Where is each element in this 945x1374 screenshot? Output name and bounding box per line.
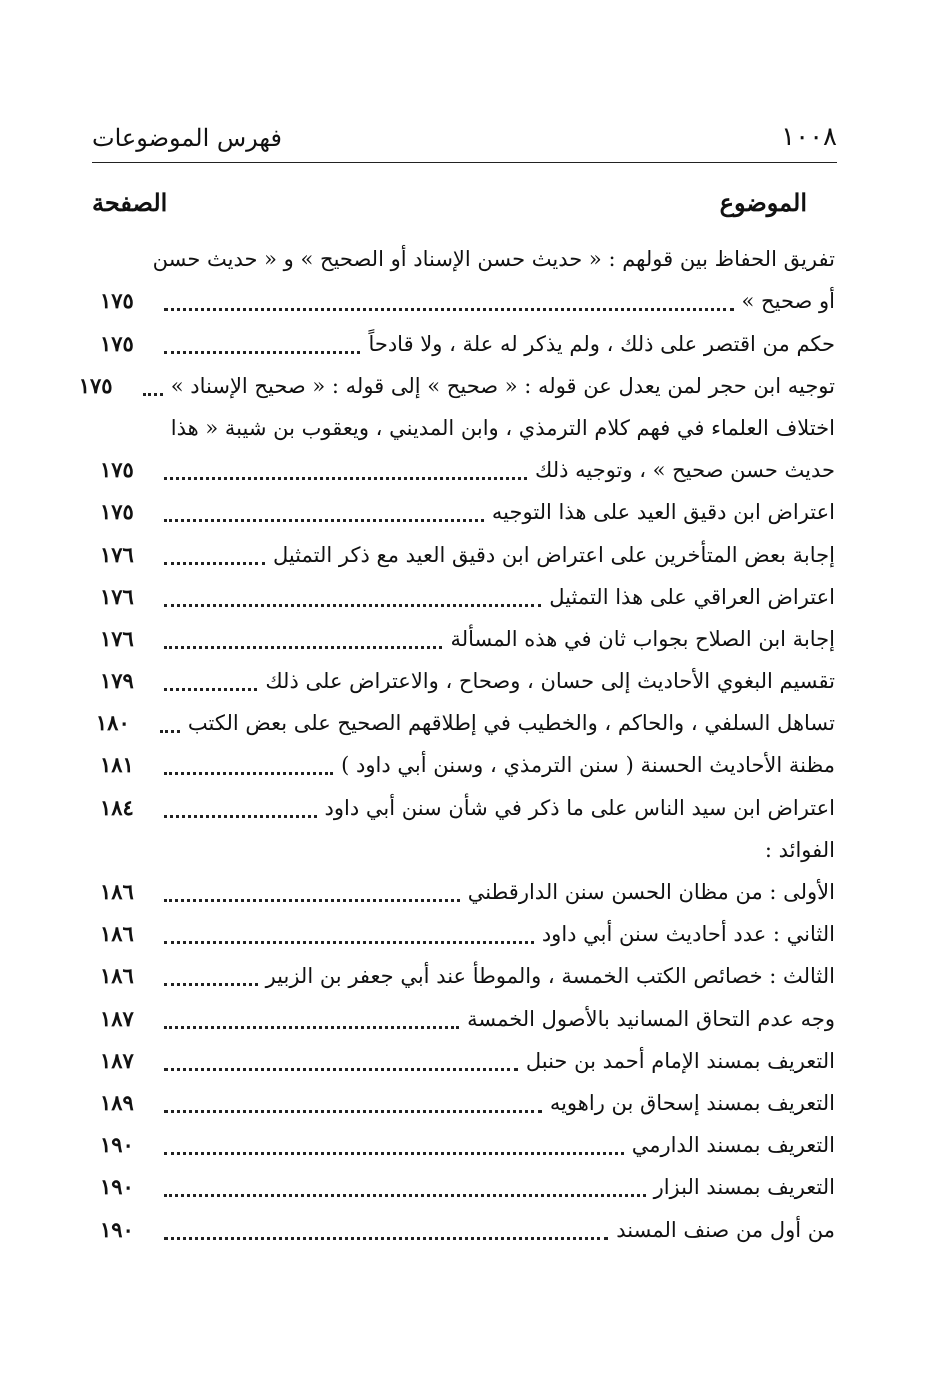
entry-title: التعريف بمسند البزار [653, 1175, 835, 1200]
entry-page-number: ١٧٥ [100, 457, 134, 483]
entry-title: التعريف بمسند الدارمي [631, 1133, 835, 1158]
entry-title: توجيه ابن حجر لمن يعدل عن قوله : « صحيح » إلى قوله : « صحيح الإسناد » [170, 373, 835, 398]
entry-title: الثالث : خصائص الكتب الخمسة ، والموطأ عند أبي جعفر بن الزبير [265, 964, 835, 989]
entry-page-number: ١٩٠ [100, 1216, 134, 1242]
contents-entry [100, 1208, 835, 1250]
contents-entry [100, 660, 835, 702]
running-title: فهرس الموضوعات [92, 124, 282, 152]
contents-entry [100, 1082, 835, 1124]
dot-leader [164, 983, 258, 986]
entry-page-number: ١٨١ [100, 752, 134, 778]
contents-entry [100, 913, 835, 955]
contents-entry [100, 1166, 835, 1208]
dot-leader [143, 393, 163, 396]
dot-leader [164, 646, 442, 649]
entry-page-number: ١٨٦ [100, 963, 134, 989]
contents-entry [100, 407, 835, 449]
entry-title: حديث حسن صحيح » ، وتوجيه ذلك [535, 458, 835, 483]
contents-entry [100, 1040, 835, 1082]
dot-leader [164, 899, 460, 902]
contents-entry [78, 365, 835, 407]
dot-leader [164, 1026, 459, 1029]
topic-column-header: الموضوع [719, 188, 807, 217]
entry-page-number: ١٩٠ [100, 1132, 134, 1158]
entry-page-number: ١٧٦ [100, 541, 134, 567]
page-number: ١٠٠٨ [781, 122, 837, 152]
contents-entry [100, 955, 835, 997]
entry-title: وجه عدم التحاق المسانيد بالأصول الخمسة [467, 1006, 835, 1031]
dot-leader [164, 1194, 646, 1197]
page-column-header: الصفحة [92, 188, 168, 217]
dot-leader [164, 688, 257, 691]
contents-entry [100, 618, 835, 660]
contents-entry [100, 997, 835, 1039]
contents-entry [100, 322, 835, 364]
dot-leader [164, 604, 541, 607]
contents-entry [100, 491, 835, 533]
entry-title: أو صحيح » [741, 289, 835, 314]
dot-leader [164, 815, 317, 818]
entry-page-number: ١٨٦ [100, 921, 134, 947]
entry-title: الفوائد : [764, 837, 835, 862]
entry-page-number: ١٨٤ [100, 794, 134, 820]
entry-title: التعريف بمسند إسحاق بن راهويه [549, 1090, 835, 1115]
dot-leader [164, 519, 484, 522]
entry-title: تساهل السلفي ، والحاكم ، والخطيب في إطلاقهم الصحيح على بعض الكتب [187, 711, 835, 736]
dot-leader [160, 730, 180, 733]
entry-page-number: ١٧٥ [78, 372, 113, 398]
entry-page-number: ١٨٠ [95, 710, 130, 736]
entry-title: اعتراض ابن سيد الناس على ما ذكر في شأن سنن أبي داود [324, 795, 835, 820]
entry-title: الثاني : عدد أحاديث سنن أبي داود [541, 922, 835, 947]
entry-title: من أول من صنف المسند [616, 1217, 835, 1242]
entry-title: مظنة الأحاديث الحسنة ( سنن الترمذي ، وسنن أبي داود ) [341, 753, 835, 778]
entry-title: إجابة بعض المتأخرين على اعتراض ابن دقيق العيد مع ذكر التمثيل [272, 542, 835, 567]
entry-page-number: ١٨٧ [100, 1047, 134, 1073]
entry-page-number: ١٨٧ [100, 1005, 134, 1031]
entry-page-number: ١٨٦ [100, 879, 134, 904]
entry-title: تفريق الحفاظ بين قولهم : « حديث حسن الإسناد أو الصحيح » و « حديث حسن [152, 247, 835, 272]
entry-page-number: ١٧٦ [100, 625, 134, 651]
dot-leader [164, 562, 265, 565]
column-headers [92, 188, 807, 228]
entry-title: اعتراض ابن دقيق العيد على هذا التوجيه [491, 500, 835, 525]
entry-page-number: ١٨٩ [100, 1089, 134, 1115]
entry-page-number: ١٧٩ [100, 668, 134, 694]
contents-entry [100, 1124, 835, 1166]
contents-entry [100, 829, 835, 871]
contents-entry [100, 280, 835, 322]
entry-title: اختلاف العلماء في فهم كلام الترمذي ، وابن المديني ، ويعقوب بن شيبة « هذا [170, 415, 835, 440]
dot-leader [164, 1068, 518, 1071]
entry-page-number: ١٧٥ [100, 330, 134, 356]
entry-page-number: ١٧٥ [100, 288, 134, 314]
entry-title: حكم من اقتصر على ذلك ، ولم يذكر له علة ، ولا قادحاً [368, 331, 835, 356]
entry-title: إجابة ابن الصلاح بجواب ثان في هذه المسألة [450, 626, 835, 651]
contents-entry [100, 449, 835, 491]
contents-entry [100, 786, 835, 828]
entry-title: الأولى : من مظان الحسن سنن الدارقطني [467, 880, 835, 904]
dot-leader [164, 1110, 542, 1113]
entry-title: التعريف بمسند الإمام أحمد بن حنبل [525, 1048, 835, 1073]
entry-title: اعتراض العراقي على هذا التمثيل [549, 584, 835, 609]
page-header [92, 122, 837, 163]
entry-page-number: ١٧٦ [100, 583, 134, 609]
contents-entry [100, 576, 835, 618]
entry-page-number: ١٧٥ [100, 499, 134, 525]
contents-list [78, 238, 835, 1251]
contents-entry [100, 744, 835, 786]
dot-leader [164, 351, 360, 354]
entry-page-number: ١٩٠ [100, 1174, 134, 1200]
contents-entry [100, 533, 835, 575]
dot-leader [164, 772, 333, 775]
dot-leader [164, 1152, 624, 1155]
contents-entry [100, 238, 835, 280]
contents-entry [95, 702, 835, 744]
entry-title: تقسيم البغوي الأحاديث إلى حسان ، وصحاح ، والاعتراض على ذلك [265, 669, 835, 694]
dot-leader [164, 1237, 608, 1240]
dot-leader [164, 941, 534, 944]
dot-leader [164, 477, 527, 480]
contents-entry [100, 871, 835, 913]
dot-leader [164, 308, 734, 311]
